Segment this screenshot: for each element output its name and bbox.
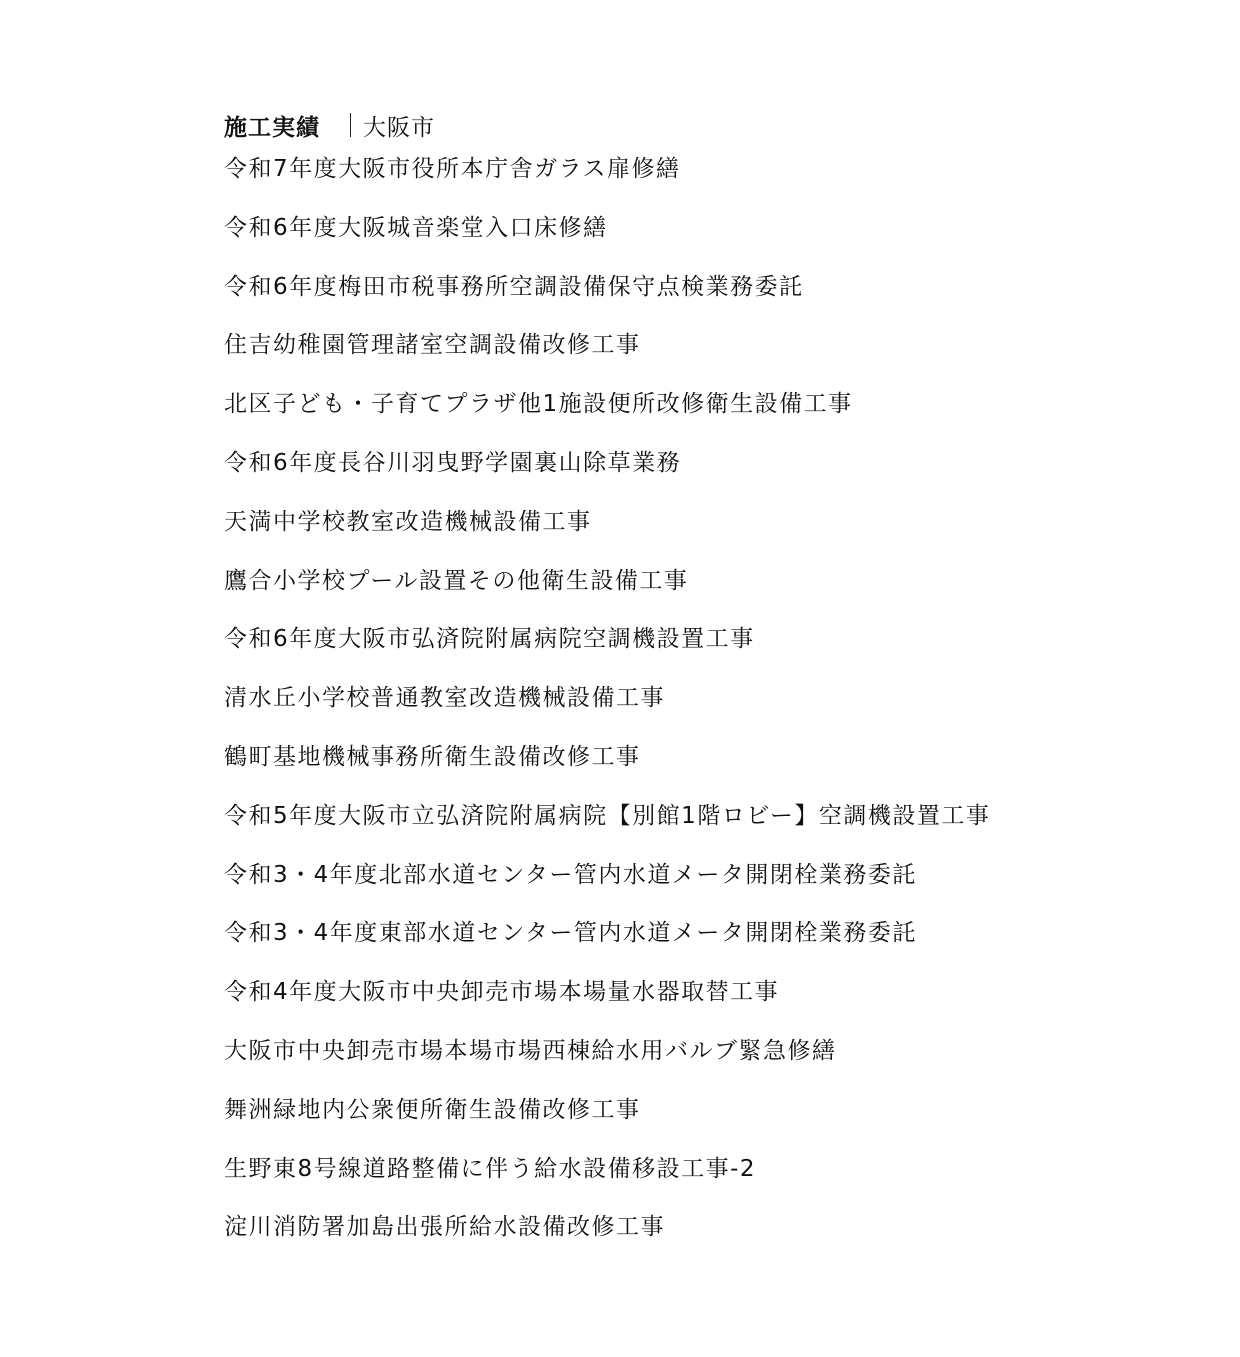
works-section: [224, 108, 1124, 1272]
list-item: 令和3・4年度東部水道センター管内水道メータ開閉栓業務委託: [224, 920, 917, 947]
list-item: 生野東8号線道路整備に伴う給水設備移設工事-2: [224, 1155, 757, 1182]
section-location: 大阪市: [363, 114, 435, 141]
section-header: [224, 108, 1124, 142]
list-item: 令和6年度大阪城音楽堂入口床修繕: [224, 214, 608, 241]
project-list: [224, 155, 1124, 1272]
list-item: 令和6年度梅田市税事務所空調設備保守点検業務委託: [224, 273, 804, 300]
list-item: 天満中学校教室改造機械設備工事: [224, 508, 592, 535]
list-item: 清水丘小学校普通教室改造機械設備工事: [224, 685, 665, 712]
list-item: 舞洲緑地内公衆便所衛生設備改修工事: [224, 1096, 641, 1123]
list-item: 令和6年度大阪市弘済院附属病院空調機設置工事: [224, 626, 755, 653]
list-item: 住吉幼稚園管理諸室空調設備改修工事: [224, 332, 641, 359]
header-divider: [350, 113, 351, 137]
list-item: 北区子ども・子育てプラザ他1施設便所改修衛生設備工事: [224, 391, 853, 418]
list-item: 大阪市中央卸売市場本場市場西棟給水用バルブ緊急修繕: [224, 1037, 837, 1064]
list-item: 令和5年度大阪市立弘済院附属病院【別館1階ロビー】空調機設置工事: [224, 802, 991, 829]
list-item: 令和6年度長谷川羽曳野学園裏山除草業務: [224, 449, 682, 476]
list-item: 鷹合小学校プール設置その他衛生設備工事: [224, 567, 689, 594]
list-item: 令和4年度大阪市中央卸売市場本場量水器取替工事: [224, 979, 780, 1006]
list-item: 令和7年度大阪市役所本庁舎ガラス扉修繕: [224, 156, 681, 182]
list-item: 令和3・4年度北部水道センター管内水道メータ開閉栓業務委託: [224, 861, 917, 888]
list-item: 淀川消防署加島出張所給水設備改修工事: [224, 1214, 665, 1241]
list-item: 鶴町基地機械事務所衛生設備改修工事: [224, 743, 641, 770]
section-title: 施工実績: [224, 114, 320, 141]
